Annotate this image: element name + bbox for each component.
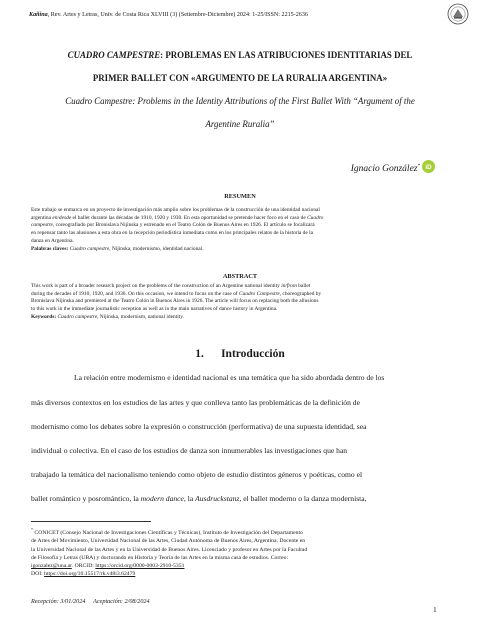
footnote-line: * CONICET (Consejo Nacional de Investigaciones Científicas y Técnicas), Instituto de Investigación del Departamento xyxy=(31,527,303,536)
university-seal-icon xyxy=(447,3,469,25)
english-title-line-1: Cuadro Campestre: Problems in the Identity Attributions of the First Ballet With “Argument of the xyxy=(65,96,415,106)
abstract-line: to this work in the immediate journalistic reception as well as in the main narratives of dance history in Argentina. xyxy=(31,306,278,313)
resumen-line: danza en Argentina. xyxy=(31,237,74,244)
orcid-icon[interactable] xyxy=(422,160,435,173)
body-line: individual o colectiva. En el caso de los estudios de danza son innumerables las investigaciones que han xyxy=(31,446,348,455)
author-name-text: Ignacio González xyxy=(350,164,418,174)
resumen-keywords: Palabras claves: Cuadro campestre, Nijinska, modernismo, identidad nacional. xyxy=(31,245,204,252)
footnote-line: igonzalez@una.ar. ORCID: https://orcid.org/0000-0003-2910-5351 xyxy=(31,563,185,570)
abstract-heading: ABSTRACT xyxy=(222,273,258,280)
article-title-line-2: PRIMER BALLET CON «ARGUMENTO DE LA RURALIA ARGENTINA» xyxy=(92,73,388,83)
footnote-line: la Universidad Nacional de las Artes y en la Universidad de Buenos Aires. Licenciado y profesor en Artes por la Facultad xyxy=(31,546,308,553)
body-line: ballet romántico y posromántico, la modern dance, la Ausdruckstanz, el ballet moderno o la danza modernista, xyxy=(31,494,367,503)
body-line: más diversos contextos en los estudios de las artes y que conlleva tanto las problemáticas de la definición de xyxy=(31,398,360,407)
abstract-line: during the decades of 1910, 1920, and 1930. On this occasion, we intend to focus on the case of Cuadro Campestre, choreographed by xyxy=(31,290,322,297)
abstract-line: This work is part of a broader research project on the problems of the construction of an Argentine national identity in/from ballet xyxy=(31,283,311,289)
resumen-line: campestre, coreografiado por Bronislava Nijinska y estrenado en el Teatro Colón de Buenos Aires en 1926. El artículo se focalizará xyxy=(31,222,315,229)
author-name xyxy=(300,161,420,175)
footnote-line: DOI: https://doi.org/10.15517/rk.v48i3.62479 xyxy=(31,571,136,578)
footnote-line: de Filosofía y Letras (UBA) y doctorando en Historia y Teoría de las Artes en la misma casa de estudios. Correo: xyxy=(31,554,289,561)
footnote xyxy=(31,526,451,579)
body-line: modernismo como los debates sobre la expresión o construcción (performativa) de una supuesta identidad, sea xyxy=(31,422,367,431)
orcid-link[interactable]: https://orcid.org/0000-0003-2910-5351 xyxy=(95,563,185,570)
author-footnote-mark: * xyxy=(417,164,420,169)
running-header xyxy=(29,11,409,19)
abstract-keywords: Keywords: Cuadro campestre, Nijinska, modernism, national identity. xyxy=(31,313,184,320)
body-line: trabajado la temática del nacionalismo teniendo como objeto de estudio distintos géneros y poéticas, como el xyxy=(31,470,363,479)
doi-link[interactable]: https://doi.org/10.15517/rk.v48i3.62479 xyxy=(44,571,136,578)
resumen-line: en repensar tanto las alusiones a esta obra en la recepción periodística inmediata como en los principales relatos de la historia de la xyxy=(31,230,314,237)
footnote-line: de Artes del Movimiento, Universidad Nacional de las Artes, Ciudad Autónoma de Buenos Aires, Argentina. Docente en xyxy=(31,538,306,545)
page-number: 1 xyxy=(433,605,437,614)
abstract-body xyxy=(31,283,450,322)
abstract-line: Bronislava Nijinska and premiered at the Teatro Colón in Buenos Aires in 1926. The article will focus on replacing both the allusions xyxy=(31,298,319,305)
resumen-heading: RESUMEN xyxy=(224,193,256,200)
introduction-heading: 1. Introducción xyxy=(195,348,285,360)
journal-name: Kañina xyxy=(29,12,48,18)
resumen-line: Este trabajo se enmarca en un proyecto de investigación más amplio sobre los problemas de la construcción de una identidad nacional xyxy=(31,207,320,213)
resumen-body xyxy=(31,207,450,253)
body-line: La relación entre modernismo e identidad nacional es una temática que ha sido abordada dentro de los xyxy=(74,373,385,382)
title-rest: : PROBLEMAS EN LAS ATRIBUCIONES IDENTITARIAS DEL xyxy=(160,50,413,60)
orcid-label: iD xyxy=(425,163,432,171)
footnote-separator xyxy=(31,521,151,522)
journal-citation: , Rev. Artes y Letras, Univ. de Costa Rica XLVIII (3) (Setiembre-Diciembre) 2024: 1-25/ISSN: 2215-2636 xyxy=(47,12,308,18)
english-title-line-2: Argentine Ruralia” xyxy=(205,119,275,129)
reception-dates: Recepción: 3/01/2024 Aceptación: 2/08/2024 xyxy=(31,598,150,605)
article-title-line-1 xyxy=(20,50,460,61)
title-italic-part: CUADRO CAMPESTRE xyxy=(67,50,161,60)
resumen-line: argentina en/desde el ballet durante las décadas de 1910, 1920 y 1930. En esta oportunidad se pretende hacer foco en el caso de Cuadro xyxy=(31,214,324,221)
email-link[interactable]: igonzalez@una.ar xyxy=(31,563,72,570)
